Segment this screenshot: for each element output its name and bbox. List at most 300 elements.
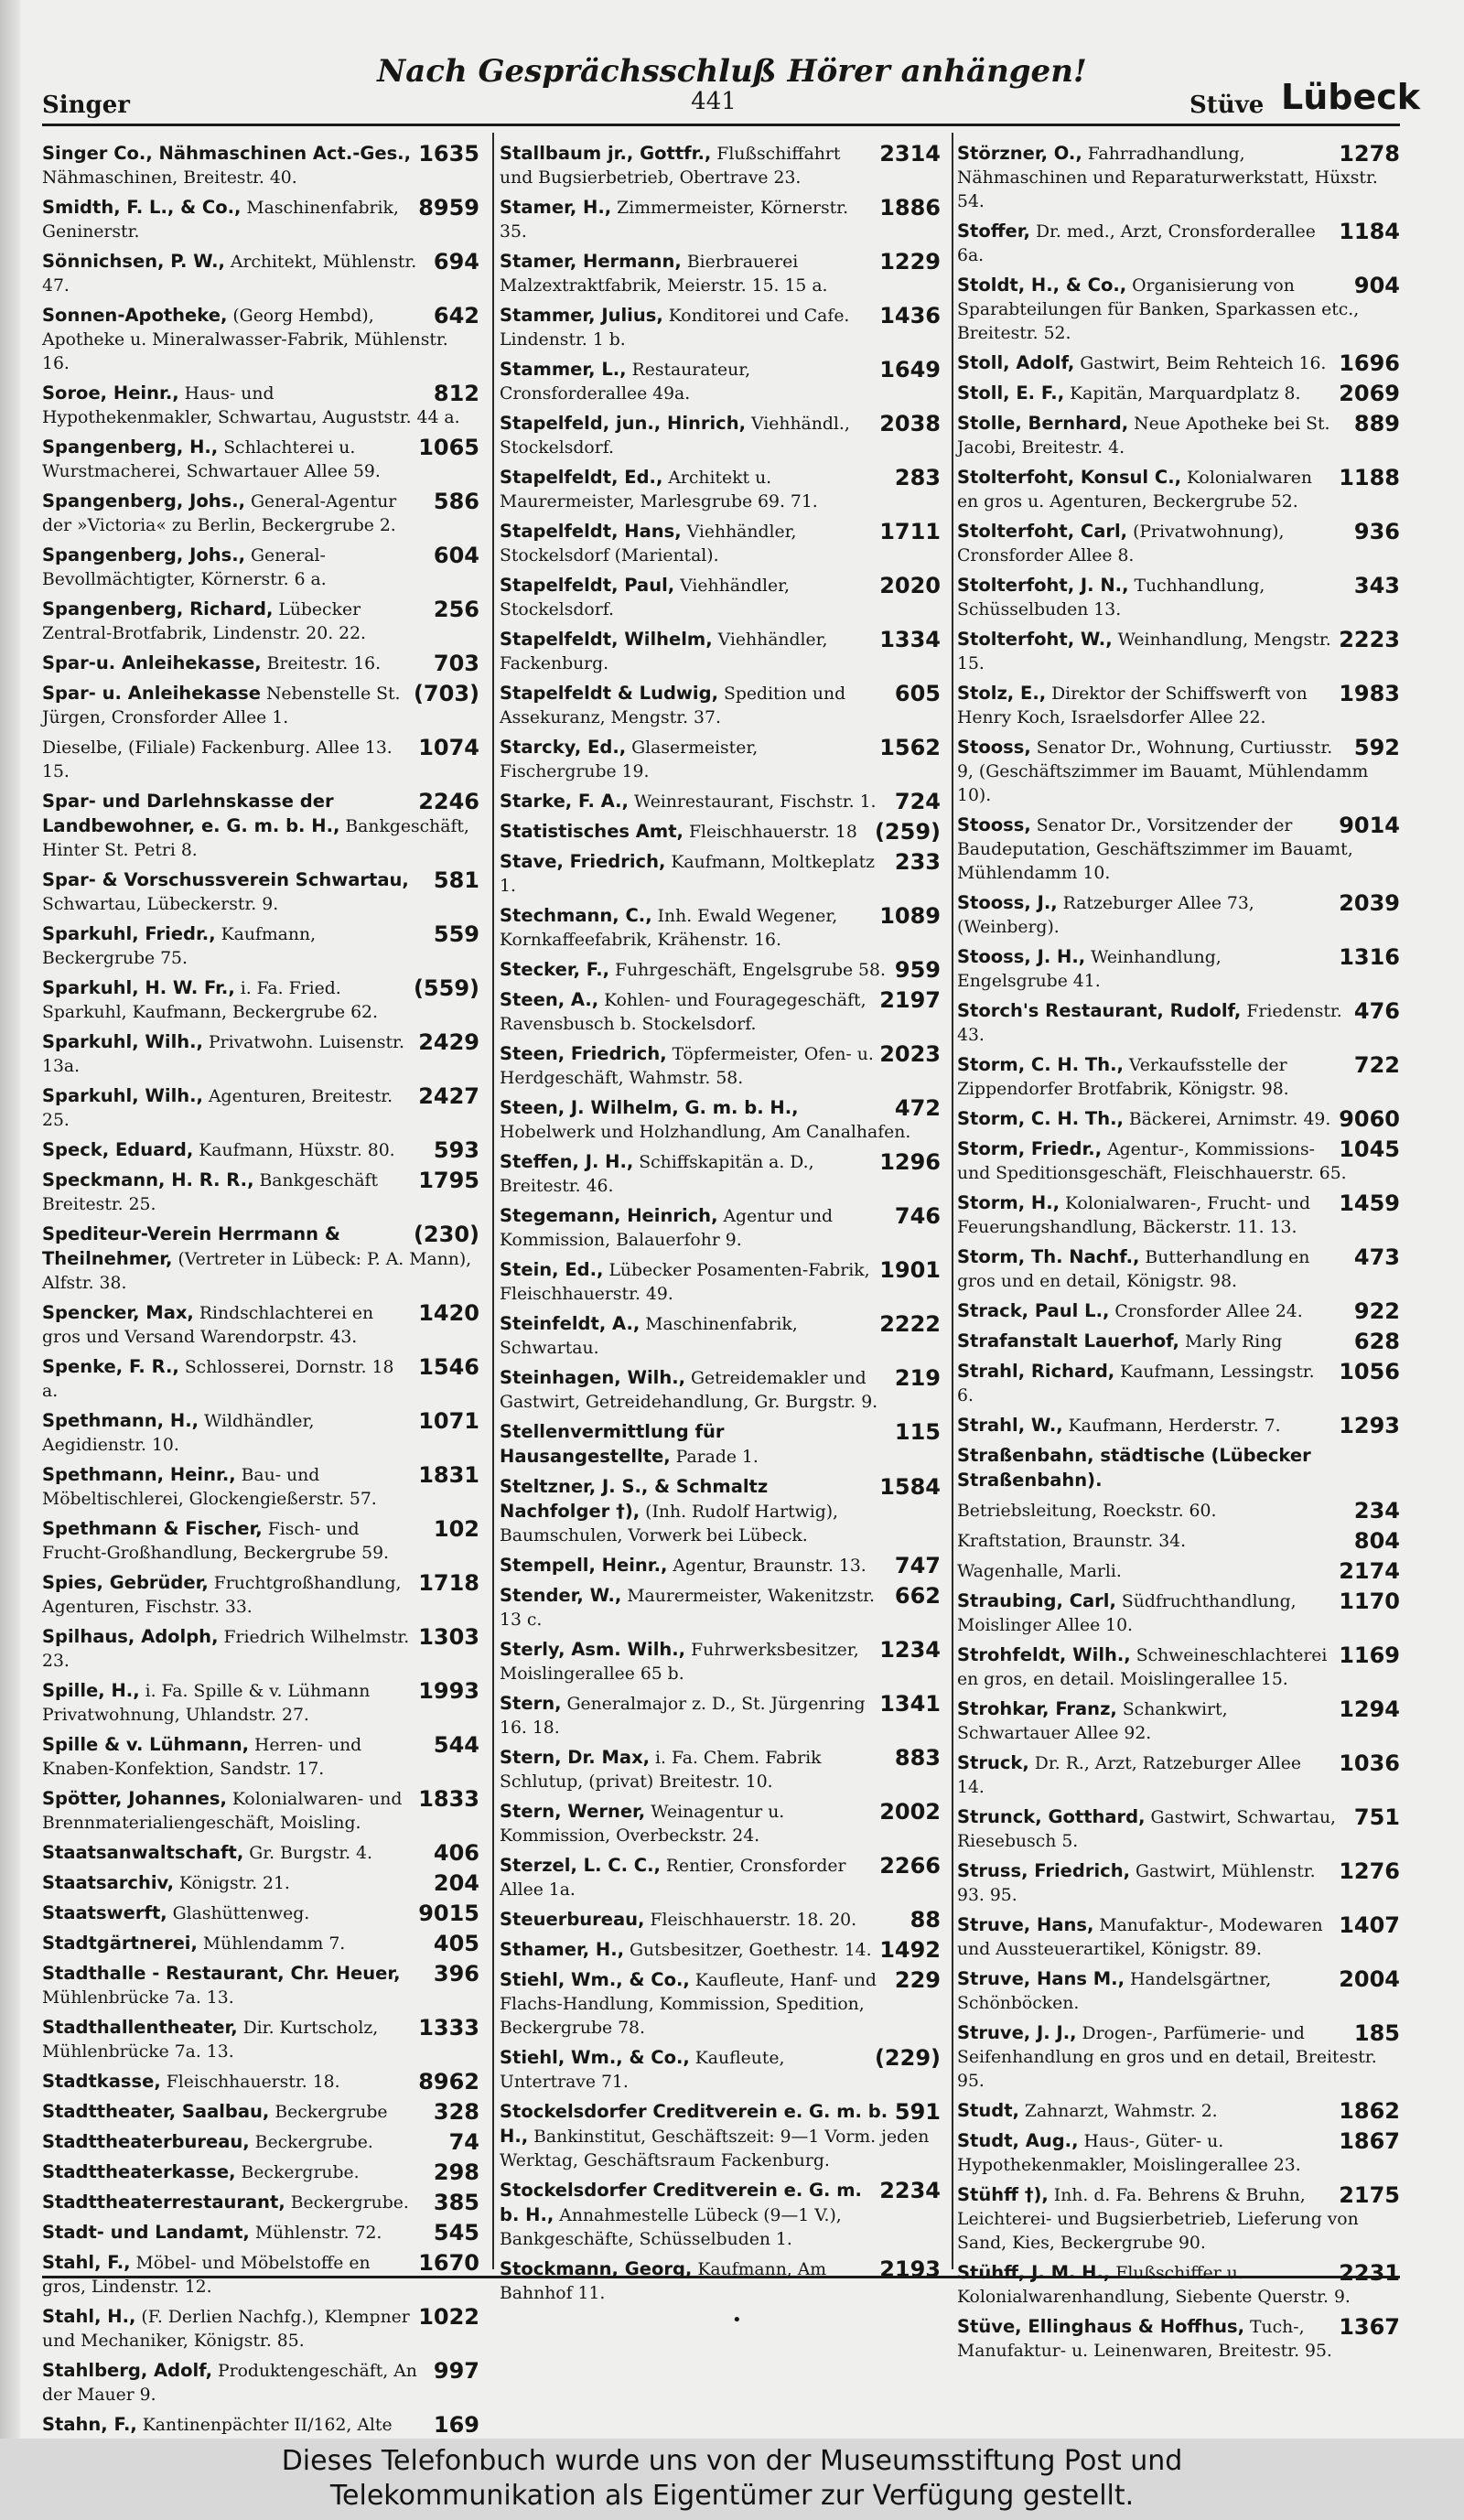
entry-name: Steen, Friedrich, (500, 1043, 667, 1064)
entry-phone-number: 804 (1353, 1528, 1400, 1554)
entry-name: Stallbaum jr., Gottfr., (500, 143, 712, 164)
entry-description: Senator Dr., Vorsitzender der Baudeputation, Geschäftszimmer im Bauamt, Mühlendamm 10. (957, 816, 1353, 883)
entry-name: Stern, (500, 1693, 562, 1714)
entry-name: Stolterfoht, Konsul C., (957, 467, 1182, 488)
column-2 (500, 141, 941, 2303)
entry-phone-number: 385 (433, 2190, 479, 2215)
directory-entry (500, 790, 941, 814)
entry-name: Stüve, Ellinghaus & Hoffhus, (957, 2316, 1244, 2337)
entry-phone-number: (229) (874, 2045, 941, 2071)
entry-name: Struve, J. J., (957, 2022, 1077, 2043)
entry-phone-number: (259) (874, 819, 941, 845)
entry-description: Inh. Ewald Wegener, Kornkaffeefabrik, Krähenstr. 16. (500, 907, 838, 950)
entry-description: Senator Dr., Wohnung, Curtiusstr. 9, (Geschäftszimmer im Bauamt, Mühlendamm 10). (957, 738, 1369, 805)
entry-name: Storm, Th. Nachf., (957, 1246, 1140, 1267)
entry-name: Spille & v. Lühmann, (42, 1734, 250, 1755)
entry-description: Organisierung von Sparabteilungen für Banken, Sparkassen etc., Breitestr. 52. (957, 276, 1360, 343)
entry-description: Friedrich Wilhelmstr. 23. (42, 1628, 410, 1671)
entry-name: Stadttheaterkasse, (42, 2161, 236, 2182)
entry-phone-number: 1188 (1339, 465, 1400, 490)
entry-name: Staatsarchiv, (42, 1872, 175, 1893)
entry-description: Gastwirt, Beim Rehteich 16. (1080, 354, 1327, 373)
entry-phone-number: 1045 (1339, 1136, 1400, 1162)
directory-entry (42, 2016, 479, 2064)
directory-entry (42, 976, 479, 1025)
page-binding-edge (0, 0, 20, 2439)
entry-name: Stadtkasse, (42, 2071, 161, 2092)
entry-phone-number: 1993 (418, 1678, 479, 1704)
entry-description: Zahnarzt, Wahmstr. 2. (1024, 2102, 1218, 2121)
entry-name: Stooss, (957, 737, 1031, 758)
entry-description: Schankwirt, Schwartauer Allee 92. (957, 1700, 1228, 1743)
entry-phone-number: 1831 (418, 1462, 479, 1488)
entry-description: Maurermeister, Wakenitzstr. 13 c. (500, 1587, 875, 1630)
entry-phone-number: 1901 (879, 1257, 941, 1283)
footer-line-1: Dieses Telefonbuch wurde uns von der Museumsstiftung Post und (281, 2445, 1183, 2477)
entry-description: Viehhändl., Stockelsdorf. (500, 415, 850, 458)
directory-entry (957, 574, 1400, 622)
directory-entry (500, 358, 941, 406)
entry-name: Strafanstalt Lauerhof, (957, 1330, 1179, 1352)
entry-phone-number: 1071 (418, 1408, 479, 1434)
entry-phone-number: (703) (413, 681, 479, 706)
entry-description: Bau- und Möbeltischlerei, Glockengießerstr. 57. (42, 1466, 377, 1509)
entry-name: Sparkuhl, Wilh., (42, 1085, 203, 1106)
entry-phone-number: 2002 (879, 1799, 941, 1825)
entry-phone-number: 406 (433, 1840, 479, 1866)
directory-entry (500, 850, 941, 899)
directory-entry (42, 1871, 479, 1896)
directory-entry (500, 1312, 941, 1361)
entry-phone-number: 2197 (879, 987, 941, 1013)
entry-phone-number: 2234 (879, 2178, 941, 2203)
entry-name: Steinhagen, Wilh., (500, 1367, 686, 1388)
entry-name: Storm, Friedr., (957, 1138, 1103, 1159)
entry-name: Storch's Restaurant, Rudolf, (957, 1000, 1242, 1021)
entry-phone-number: 396 (433, 1961, 479, 1987)
entry-description: Gutsbesitzer, Goethestr. 14. (630, 1941, 872, 1960)
entry-phone-number: (559) (413, 975, 479, 1001)
entry-name: Stapelfeldt, Ed., (500, 467, 663, 488)
entry-description: Beckergrube. (241, 2163, 360, 2182)
entry-phone-number: 1089 (879, 903, 941, 929)
directory-entry (957, 1245, 1400, 1294)
entry-name: Sparkuhl, Wilh., (42, 1031, 203, 1052)
entry-name: Stamer, H., (500, 197, 612, 218)
directory-entry (957, 945, 1400, 994)
entry-name: Steuerbureau, (500, 1909, 645, 1930)
directory-entry (42, 2191, 479, 2215)
entry-name: Stahl, H., (42, 2306, 136, 2327)
entry-description: Kolonialwaren-, Frucht- und Feuerungshandlung, Bäckerstr. 11. 13. (957, 1194, 1311, 1237)
directory-entry (42, 1625, 479, 1674)
entry-description: Parade 1. (675, 1448, 759, 1467)
entry-description: Verkaufsstelle der Zippendorfer Brotfabrik, Königstr. 98. (957, 1056, 1289, 1099)
entry-phone-number: 628 (1353, 1329, 1400, 1354)
entry-name: Stapelfeld, jun., Hinrich, (500, 413, 747, 434)
directory-entry (500, 1204, 941, 1253)
entry-description: Gr. Burgstr. 4. (249, 1844, 372, 1863)
entry-description: Dieselbe, (Filiale) Fackenburg. Allee 13. 15. (42, 738, 393, 781)
directory-entry (42, 682, 479, 730)
entry-phone-number: 74 (448, 2129, 479, 2155)
entry-phone-number: 581 (433, 867, 479, 893)
entry-description: Mühlenbrücke 7a. 13. (42, 1988, 234, 2008)
directory-entry (42, 1030, 479, 1079)
entry-description: Annahmestelle Lübeck (9—1 V.), Bankgeschäfte, Schüsselbuden 1. (500, 2206, 842, 2249)
entry-name: Stolterfoht, J. N., (957, 575, 1129, 596)
entry-phone-number: 2246 (418, 789, 479, 814)
entry-name: Stamer, Hermann, (500, 251, 682, 272)
directory-entry (957, 1053, 1400, 1102)
directory-entry (500, 736, 941, 784)
entry-phone-number: 2004 (1339, 1966, 1400, 1992)
entry-phone-number: 1886 (879, 195, 941, 221)
entry-description: Gastwirt, Mühlenstr. 93. 95. (957, 1862, 1316, 1905)
entry-name: Steinfeldt, A., (500, 1313, 640, 1334)
entry-name: Stockmann, Georg, (500, 2258, 693, 2279)
entry-description: Mühlendamm 7. (202, 1934, 346, 1954)
entry-description: (Inh. Rudolf Hartwig), Baumschulen, Vorwerk bei Lübeck. (500, 1502, 839, 1545)
entry-name: Stern, Werner, (500, 1801, 646, 1822)
entry-phone-number: 1983 (1339, 681, 1400, 706)
entry-phone-number: 1459 (1339, 1190, 1400, 1216)
entry-phone-number: 1436 (879, 303, 941, 328)
directory-entry (957, 1360, 1400, 1408)
entry-name: Starke, F. A., (500, 791, 629, 812)
entry-phone-number: 102 (433, 1516, 479, 1542)
entry-description: Rindschlachterei en gros und Versand Warendorpstr. 43. (42, 1304, 374, 1347)
entry-phone-number: 694 (433, 249, 479, 275)
directory-entry (500, 1042, 941, 1091)
directory-entry (957, 1330, 1400, 1354)
entry-name: Stoll, Adolf, (957, 352, 1075, 373)
entry-phone-number: 1407 (1339, 1912, 1400, 1938)
directory-entry (957, 1529, 1400, 1554)
directory-entry (957, 351, 1400, 376)
directory-entry (500, 1746, 941, 1794)
column-1 (42, 141, 479, 2438)
entry-name: Studt, (957, 2100, 1019, 2121)
directory-entry (957, 891, 1400, 940)
entry-phone-number: 1056 (1339, 1359, 1400, 1384)
entry-description: Beckergrube. (290, 2193, 409, 2213)
entry-description: Kohlen- und Fouragegeschäft, Ravensbusch b. Stockelsdorf. (500, 991, 867, 1034)
entry-phone-number: 662 (894, 1583, 941, 1609)
entry-description: Beckergrube. (254, 2133, 373, 2152)
entry-description: Weinrestaurant, Fischstr. 1. (633, 792, 877, 812)
entry-name: Spar- u. Anleihekasse (42, 683, 261, 704)
entry-phone-number: 936 (1353, 519, 1400, 544)
entry-name: Stave, Friedrich, (500, 851, 666, 872)
entry-phone-number: 722 (1353, 1052, 1400, 1078)
directory-entry (500, 1692, 941, 1740)
entry-phone-number: 2427 (418, 1083, 479, 1109)
header-rule (42, 124, 1400, 126)
directory-entry (42, 2130, 479, 2155)
entry-name: Stahn, F., (42, 2414, 137, 2435)
directory-entry (42, 1901, 479, 1926)
entry-description: Generalmajor z. D., St. Jürgenring 16. 18. (500, 1695, 866, 1738)
entry-name: Stoldt, H., & Co., (957, 275, 1127, 296)
entry-description: General-Bevollmächtigter, Körnerstr. 6 a. (42, 546, 327, 589)
entry-phone-number: 1696 (1339, 350, 1400, 376)
entry-description: Beckergrube (274, 2103, 388, 2122)
entry-phone-number: 1546 (418, 1354, 479, 1380)
directory-entry (500, 1420, 941, 1470)
directory-entry (500, 1258, 941, 1307)
directory-entry (957, 412, 1400, 460)
entry-name: Stern, Dr. Max, (500, 1747, 651, 1768)
entry-phone-number: 1341 (879, 1691, 941, 1717)
directory-entry (500, 520, 941, 568)
entry-name: Struss, Friedrich, (957, 1860, 1130, 1881)
directory-entry (42, 790, 479, 863)
directory-entry (42, 652, 479, 676)
entry-description: Südfruchthandlung, Moislinger Allee 10. (957, 1592, 1297, 1635)
entry-phone-number: 812 (433, 381, 479, 406)
directory-entry (500, 1638, 941, 1686)
directory-entry (957, 520, 1400, 568)
entry-phone-number: 298 (433, 2159, 479, 2185)
directory-entry (42, 2305, 479, 2353)
entry-description: Lübecker Zentral-Brotfabrik, Lindenstr. 20. 22. (42, 600, 366, 643)
entry-phone-number: 1492 (879, 1937, 941, 1963)
entry-description: (F. Derlien Nachfg.), Klempner und Mechaniker, Königstr. 85. (42, 2308, 410, 2351)
entry-phone-number: 559 (433, 921, 479, 947)
entry-name: Stiehl, Wm., & Co., (500, 1969, 690, 1990)
entry-phone-number: 605 (894, 681, 941, 706)
header-city: Lübeck (1281, 77, 1421, 117)
entry-name: Stühff †), (957, 2184, 1049, 2205)
entry-description: Produktengeschäft, An der Mauer 9. (42, 2362, 417, 2405)
directory-entry (42, 544, 479, 592)
entry-phone-number: 922 (1353, 1298, 1400, 1324)
entry-description: Agentur und Kommission, Balauerfohr 9. (500, 1207, 834, 1250)
directory-entry (42, 490, 479, 538)
directory-entry (957, 682, 1400, 730)
entry-phone-number: 9014 (1339, 813, 1400, 838)
entry-phone-number: 1293 (1339, 1413, 1400, 1438)
entry-name: Spenke, F. R., (42, 1356, 179, 1377)
entry-name: Sparkuhl, Friedr., (42, 923, 216, 944)
directory-entry (500, 958, 941, 983)
entry-name: Singer Co., Nähmaschinen Act.-Ges., (42, 143, 411, 164)
entry-description: Agentur-, Kommissions- und Speditionsgeschäft, Fleischhauerstr. 65. (957, 1140, 1347, 1183)
entry-description: Haus- und Hypothekenmakler, Schwartau, Auguststr. 44 a. (42, 384, 460, 427)
entry-name: Struve, Hans, (957, 1914, 1094, 1935)
entry-phone-number: 2023 (879, 1041, 941, 1067)
entry-phone-number: 2314 (879, 141, 941, 167)
entry-description: Weinagentur u. Kommission, Overbeckstr. 24. (500, 1803, 785, 1846)
directory-entry (957, 1499, 1400, 1524)
directory-entry (500, 304, 941, 352)
entry-phone-number: (230) (413, 1222, 479, 1247)
entry-description: Spedition und Assekuranz, Mengstr. 37. (500, 684, 846, 727)
entry-name: Strohkar, Franz, (957, 1698, 1117, 1719)
entry-phone-number: 2266 (879, 1853, 941, 1879)
entry-phone-number: 1670 (418, 2250, 479, 2276)
entry-description: Flußschiffer u. Kolonialwarenhandlung, Siebente Querstr. 9. (957, 2264, 1351, 2307)
column-3 (957, 141, 1400, 2361)
entry-phone-number: 904 (1353, 273, 1400, 298)
entry-description: Glashüttenweg. (172, 1904, 310, 1923)
entry-phone-number: 1649 (879, 357, 941, 382)
directory-entry (42, 868, 479, 917)
directory-entry (957, 1559, 1400, 1584)
entry-phone-number: 233 (894, 849, 941, 875)
header-right-guide-word: Stüve (1190, 92, 1265, 119)
entry-description: Dir. Kurtscholz, Mühlenbrücke 7a. 13. (42, 2019, 379, 2062)
directory-entry (42, 250, 479, 298)
entry-name: Stempell, Heinr., (500, 1555, 668, 1576)
entry-description: Rentier, Cronsforder Allee 1a. (500, 1857, 846, 1900)
entry-description: Herren- und Knaben-Konfektion, Sandstr. 17. (42, 1736, 362, 1779)
entry-name: Stolz, E., (957, 683, 1047, 704)
entry-description: Drogen-, Parfümerie- und Seifenhandlung en gros und en detail, Breitestr. 95. (957, 2024, 1377, 2091)
directory-entry (957, 466, 1400, 514)
entry-name: Spethmann, Heinr., (42, 1464, 236, 1485)
directory-entry (42, 1409, 479, 1458)
directory-entry (500, 1366, 941, 1415)
entry-name: Spar-u. Anleihekasse, (42, 652, 262, 673)
entry-name: Struck, (957, 1752, 1029, 1773)
entry-description: Tuchhandlung, Schüsselbuden 13. (957, 576, 1265, 619)
entry-phone-number: 476 (1353, 998, 1400, 1024)
entry-description: Konditorei und Cafe. Lindenstr. 1 b. (500, 307, 850, 350)
entry-phone-number: 703 (433, 651, 479, 676)
entry-description: Töpfermeister, Ofen- u. Herdgeschäft, Wahmstr. 58. (500, 1045, 874, 1088)
directory-entry (500, 412, 941, 460)
entry-name: Spies, Gebrüder, (42, 1572, 209, 1593)
entry-name: Stahl, F., (42, 2252, 131, 2273)
entry-phone-number: 2175 (1339, 2182, 1400, 2208)
entry-description: Friedenstr. 43. (957, 1002, 1342, 1045)
directory-entry (42, 1355, 479, 1404)
directory-entry (957, 2183, 1400, 2256)
entry-name: Stecker, F., (500, 959, 610, 980)
directory-entry (500, 196, 941, 244)
entry-phone-number: 1036 (1339, 1750, 1400, 1776)
entry-phone-number: 1635 (418, 141, 479, 167)
entry-name: Stolle, Bernhard, (957, 413, 1129, 434)
entry-phone-number: 1833 (418, 1786, 479, 1812)
entry-name: Stadt- und Landamt, (42, 2222, 250, 2243)
directory-entry (500, 1584, 941, 1632)
directory-entry (42, 1932, 479, 1956)
entry-phone-number: 2069 (1339, 381, 1400, 406)
directory-entry (500, 1800, 941, 1848)
entry-name: Sonnen-Apotheke, (42, 305, 228, 326)
directory-entry (957, 813, 1400, 886)
entry-description: Butterhandlung en gros und en detail, Königstr. 98. (957, 1248, 1310, 1291)
directory-entry (957, 220, 1400, 268)
entry-phone-number: 405 (433, 1931, 479, 1956)
entry-phone-number: 185 (1353, 2020, 1400, 2046)
entry-phone-number: 746 (894, 1203, 941, 1229)
column-divider-2 (952, 133, 953, 2269)
entry-name: Spediteur-Verein Herrmann & Theilnehmer, (42, 1223, 340, 1269)
directory-entry (42, 196, 479, 244)
entry-name: Sterzel, L. C. C., (500, 1855, 661, 1876)
entry-description: Viehhändler, Stockelsdorf (Mariental). (500, 522, 797, 565)
directory-entry (42, 2221, 479, 2245)
entry-name: Storm, C. H. Th., (957, 1054, 1124, 1075)
entry-description: Fruchtgroßhandlung, Agenturen, Fischstr. 33. (42, 1574, 402, 1617)
directory-entry (500, 1554, 941, 1578)
directory-entry (42, 736, 479, 784)
entry-phone-number: 2020 (879, 573, 941, 598)
entry-description: Nähmaschinen, Breitestr. 40. (42, 168, 297, 188)
entry-description: Kaufmann, Hüxstr. 80. (199, 1141, 395, 1160)
entry-phone-number: 9060 (1339, 1106, 1400, 1132)
entry-phone-number: 1316 (1339, 944, 1400, 970)
directory-entry (42, 142, 479, 190)
entry-description: Cronsforder Allee 24. (1114, 1302, 1303, 1321)
directory-entry (957, 1589, 1400, 1638)
entry-phone-number: 2429 (418, 1029, 479, 1055)
directory-entry (957, 274, 1400, 346)
directory-entry (500, 1908, 941, 1933)
entry-name: Stühff, J. M. H., (957, 2262, 1111, 2283)
entry-description: Möbel- und Möbelstoffe en gros, Lindenstr. 12. (42, 2254, 371, 2297)
entry-phone-number: 1862 (1339, 2098, 1400, 2124)
directory-entry (500, 2046, 941, 2095)
entry-name: Stadttheater, Saalbau, (42, 2101, 270, 2122)
entry-phone-number: 1303 (418, 1624, 479, 1650)
directory-entry (42, 2100, 479, 2125)
entry-phone-number: 593 (433, 1137, 479, 1163)
entry-description: Fleischhauerstr. 18 (688, 823, 857, 842)
directory-entry (42, 1517, 479, 1566)
entry-description: Architekt u. Maurermeister, Marlesgrube 69. 71. (500, 468, 818, 512)
entry-phone-number: 889 (1353, 411, 1400, 436)
entry-phone-number: 256 (433, 597, 479, 622)
entry-phone-number: 1234 (879, 1637, 941, 1663)
directory-entry (500, 466, 941, 514)
directory-entry (957, 2315, 1400, 2364)
entry-description: Nebenstelle St. Jürgen, Cronsforder Allee 1. (42, 684, 401, 727)
directory-entry (42, 2070, 479, 2095)
entry-phone-number: 1229 (879, 249, 941, 275)
entry-name: Stockelsdorfer Creditverein e. G. m. b. H., (500, 2180, 862, 2225)
entry-phone-number: 604 (433, 543, 479, 568)
entry-description: Bankgeschäft Breitestr. 25. (42, 1171, 379, 1214)
entry-phone-number: 1170 (1339, 1588, 1400, 1614)
entry-name: Strack, Paul L., (957, 1300, 1110, 1321)
entry-phone-number: 1718 (418, 1570, 479, 1596)
entry-name: Stadthallentheater, (42, 2017, 238, 2038)
entry-phone-number: 2193 (879, 2256, 941, 2282)
directory-entry (500, 142, 941, 190)
entry-phone-number: 473 (1353, 1244, 1400, 1270)
entry-name: Stahlberg, Adolf, (42, 2360, 213, 2381)
directory-entry (957, 1913, 1400, 1962)
directory-entry (957, 1191, 1400, 1240)
entry-phone-number: 2223 (1339, 627, 1400, 652)
entry-name: Staatswerft, (42, 1902, 167, 1923)
entry-name: Spangenberg, Richard, (42, 598, 274, 619)
entry-name: Stadttheaterbureau, (42, 2131, 250, 2152)
entry-description: Wildhändler, Aegidienstr. 10. (42, 1412, 315, 1455)
entry-description: Schlosserei, Dornstr. 18 a. (42, 1358, 394, 1401)
entry-name: Steffen, J. H., (500, 1151, 634, 1172)
entry-phone-number: 1334 (879, 627, 941, 652)
directory-entry (42, 1138, 479, 1163)
entry-name: Stiehl, Wm., & Co., (500, 2047, 690, 2068)
entry-phone-number: 1867 (1339, 2128, 1400, 2154)
entry-description: Manufaktur-, Modewaren und Aussteuerartikel, Königstr. 89. (957, 1916, 1323, 1959)
